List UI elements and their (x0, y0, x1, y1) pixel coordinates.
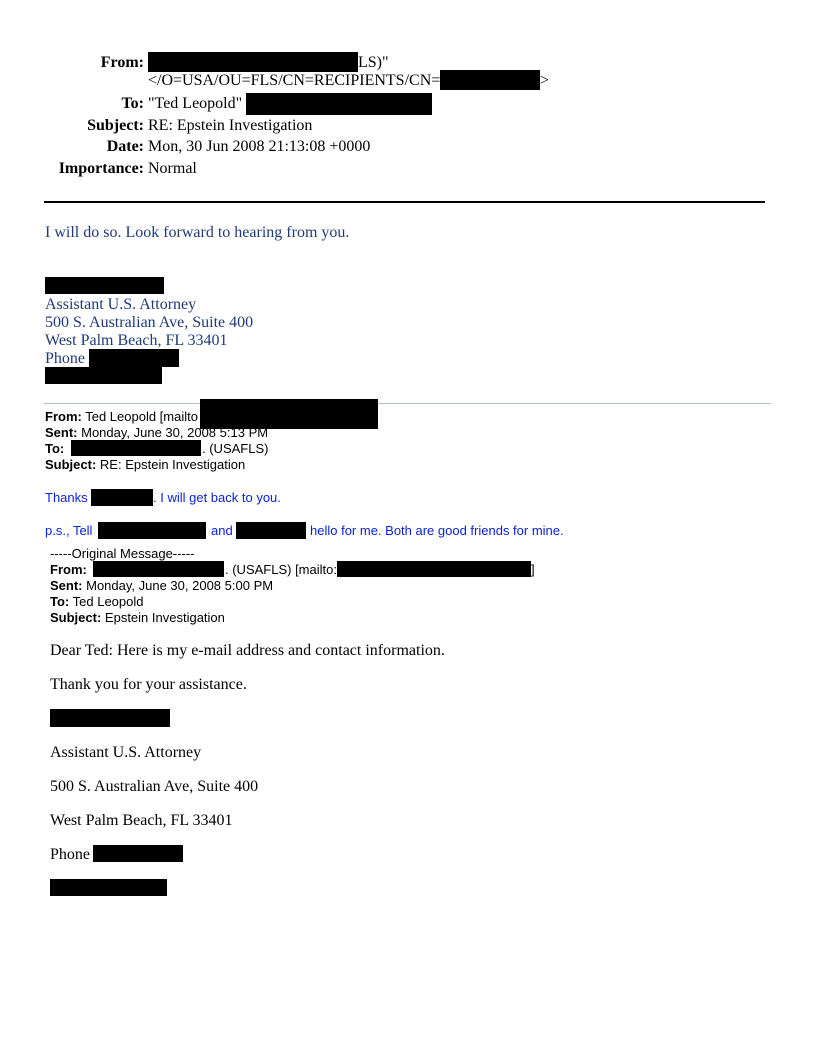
quoted2-to-row (50, 594, 143, 609)
quoted1-subject-row (45, 457, 245, 472)
quoted2-subject-row (50, 610, 225, 625)
date-label: Date: (106, 138, 144, 155)
redaction-box (50, 879, 167, 896)
quoted1-from-row (45, 409, 198, 424)
importance-value: Normal (148, 160, 197, 177)
quoted2-to-label: To: (50, 594, 70, 609)
subject-label: Subject: (87, 117, 144, 134)
quoted1-thanks-suffix: . I will get back to you. (153, 490, 281, 505)
quoted1-ps-prefix: p.s., Tell (45, 523, 93, 538)
redaction-box (45, 367, 162, 384)
from-value-suffix: LS)" (358, 54, 389, 71)
to-value: "Ted Leopold" (148, 95, 243, 112)
subject-value: RE: Epstein Investigation (148, 117, 313, 134)
quoted1-sent-row (45, 425, 268, 440)
quoted1-from-label: From: (45, 409, 82, 424)
reply-sig-address1: 500 S. Australian Ave, Suite 400 (45, 314, 254, 331)
quoted2-from-close: ] (531, 562, 535, 577)
quoted1-to-row (45, 441, 64, 456)
redaction-box (93, 561, 224, 577)
quoted2-greeting: Dear Ted: Here is my e-mail address and contact information. (50, 642, 445, 659)
redaction-box (91, 489, 153, 506)
quoted2-thanks: Thank you for your assistance. (50, 676, 247, 693)
quoted1-from-value: Ted Leopold [mailto (85, 409, 198, 424)
reply-sig-title: Assistant U.S. Attorney (45, 296, 197, 313)
quoted2-subject-label: Subject: (50, 610, 102, 625)
quoted2-to-value: Ted Leopold (72, 594, 144, 609)
quoted2-from-label: From: (50, 562, 87, 577)
redaction-box (440, 70, 540, 90)
from-label: From: (100, 54, 144, 71)
quoted2-subject-value: Epstein Investigation (104, 610, 225, 625)
quoted1-sent-label: Sent: (45, 425, 78, 440)
quoted1-thanks-prefix: Thanks (45, 490, 88, 505)
quoted1-ps-suffix: hello for me. Both are good friends for mine. (310, 523, 564, 538)
redaction-box (236, 522, 306, 539)
quoted2-sent-row (50, 578, 273, 593)
from-line2-prefix: </O=USA/OU=FLS/CN=RECIPIENTS/CN= (148, 72, 441, 89)
redaction-box (93, 845, 183, 862)
quoted1-subject-label: Subject: (45, 457, 97, 472)
quoted1-ps-and: and (211, 523, 233, 538)
redaction-box (246, 93, 432, 115)
redaction-box (89, 349, 179, 367)
from-line2-suffix: > (540, 72, 550, 89)
quoted1-subject-value: RE: Epstein Investigation (99, 457, 246, 472)
importance-label: Importance: (58, 160, 144, 177)
quoted2-sig-address2: West Palm Beach, FL 33401 (50, 812, 233, 829)
reply-sig-phone: Phone (45, 350, 85, 367)
quoted2-sig-address1: 500 S. Australian Ave, Suite 400 (50, 778, 259, 795)
redaction-box (337, 561, 531, 577)
quoted2-sent-value: Monday, June 30, 2008 5:00 PM (86, 578, 274, 593)
redaction-box (98, 522, 206, 539)
redaction-box (50, 709, 170, 727)
quoted2-sig-title: Assistant U.S. Attorney (50, 744, 202, 761)
date-value: Mon, 30 Jun 2008 21:13:08 +0000 (148, 138, 371, 155)
redaction-box (71, 440, 201, 456)
to-label: To: (121, 95, 144, 112)
quoted2-sig-phone: Phone (50, 846, 90, 863)
redaction-box (45, 277, 164, 294)
quoted1-to-label: To: (45, 441, 65, 456)
reply-body: I will do so. Look forward to hearing from you. (45, 224, 350, 241)
redaction-box (148, 52, 358, 72)
header-divider (44, 201, 765, 203)
quoted2-from-row (50, 562, 87, 577)
quoted1-to-value: . (USAFLS) (202, 441, 269, 456)
original-message-marker: -----Original Message----- (50, 546, 195, 561)
quoted2-from-value: . (USAFLS) [mailto: (225, 562, 337, 577)
quoted2-sent-label: Sent: (50, 578, 83, 593)
quote-divider (44, 403, 771, 404)
reply-sig-address2: West Palm Beach, FL 33401 (45, 332, 228, 349)
quoted1-sent-value: Monday, June 30, 2008 5:13 PM (81, 425, 269, 440)
